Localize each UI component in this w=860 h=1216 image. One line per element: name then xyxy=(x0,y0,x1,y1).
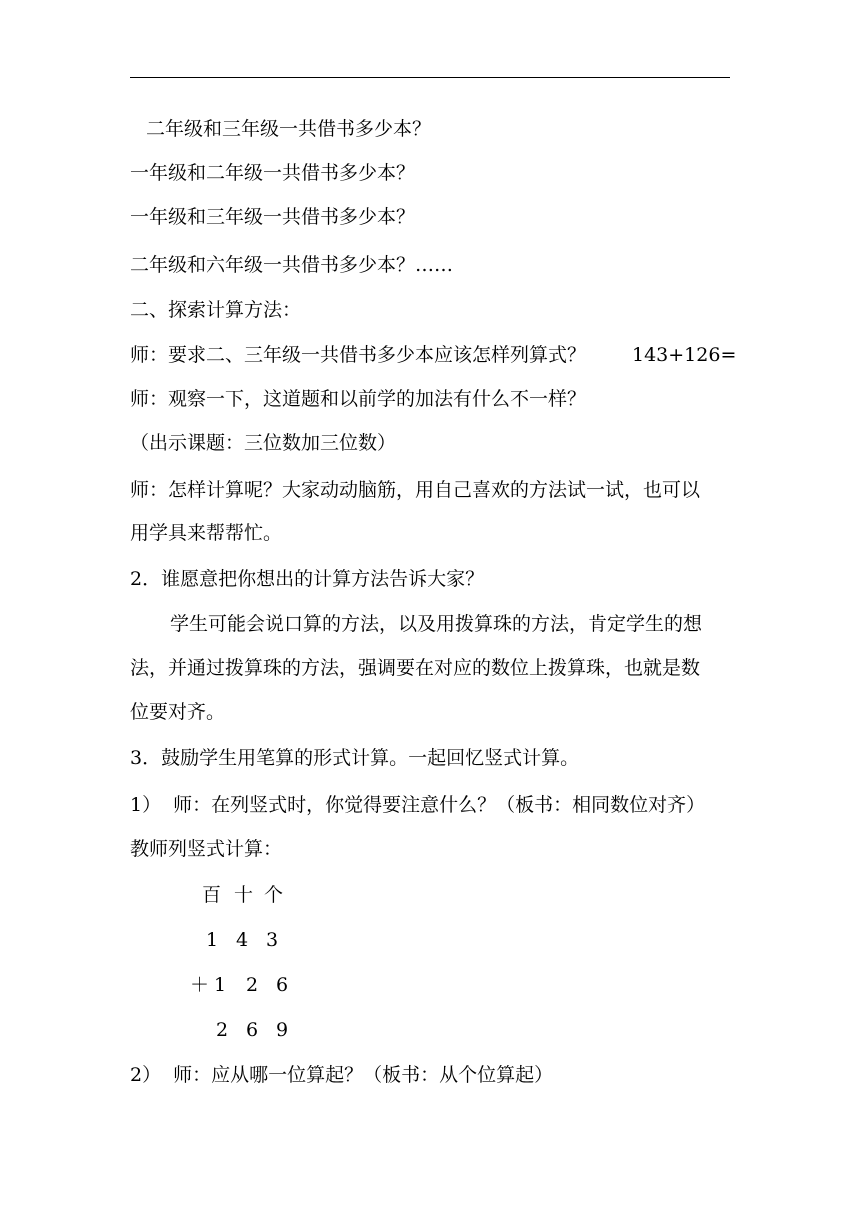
text-line: 2） 师：应从哪一位算起？（板书：从个位算起） xyxy=(130,1064,554,1086)
text-line: 二年级和六年级一共借书多少本？…… xyxy=(130,254,454,276)
text-line: 3．鼓励学生用笔算的形式计算。一起回忆竖式计算。 xyxy=(130,747,580,769)
text-line: 一年级和三年级一共借书多少本？ xyxy=(130,206,416,228)
place-hundreds: 百 xyxy=(202,884,222,906)
text-line: 用学具来帮帮忙。 xyxy=(130,522,283,544)
digit: 6 xyxy=(276,974,289,996)
text-line: 2．谁愿意把你想出的计算方法告诉大家？ xyxy=(130,568,485,590)
digit: 2 xyxy=(216,1019,229,1041)
text-line: 师：观察一下，这道题和以前学的加法有什么不一样？ xyxy=(130,388,587,410)
digit: 6 xyxy=(246,1019,259,1041)
section-heading: 二、探索计算方法： xyxy=(130,299,302,321)
digit: 2 xyxy=(246,974,259,996)
text-line: 师：怎样计算呢？大家动动脑筋，用自己喜欢的方法试一试，也可以 xyxy=(130,479,701,501)
place-ones: 个 xyxy=(264,884,284,906)
text-line: 学生可能会说口算的方法，以及用拨算珠的方法，肯定学生的想 xyxy=(170,613,703,635)
text-line: 二年级和三年级一共借书多少本？ xyxy=(146,118,432,140)
text-line: 法，并通过拨算珠的方法，强调要在对应的数位上拨算珠，也就是数 xyxy=(130,657,701,679)
lesson-title: （出示课题：三位数加三位数） xyxy=(130,432,397,454)
digit: 1 xyxy=(214,974,227,996)
digit: 4 xyxy=(236,929,249,951)
digit: 1 xyxy=(206,929,219,951)
plus-sign: ＋ xyxy=(190,974,210,996)
digit: 3 xyxy=(266,929,279,951)
header-rule xyxy=(130,77,730,78)
text-line: 一年级和二年级一共借书多少本？ xyxy=(130,162,416,184)
text-line: 师：要求二、三年级一共借书多少本应该怎样列算式？ xyxy=(130,344,587,366)
text-line: 1） 师：在列竖式时，你觉得要注意什么？（板书：相同数位对齐） xyxy=(130,794,706,816)
equation: 143+126= xyxy=(632,344,737,366)
text-line: 位要对齐。 xyxy=(130,701,226,723)
digit: 9 xyxy=(276,1019,289,1041)
place-tens: 十 xyxy=(234,884,254,906)
text-line: 教师列竖式计算： xyxy=(130,838,283,860)
